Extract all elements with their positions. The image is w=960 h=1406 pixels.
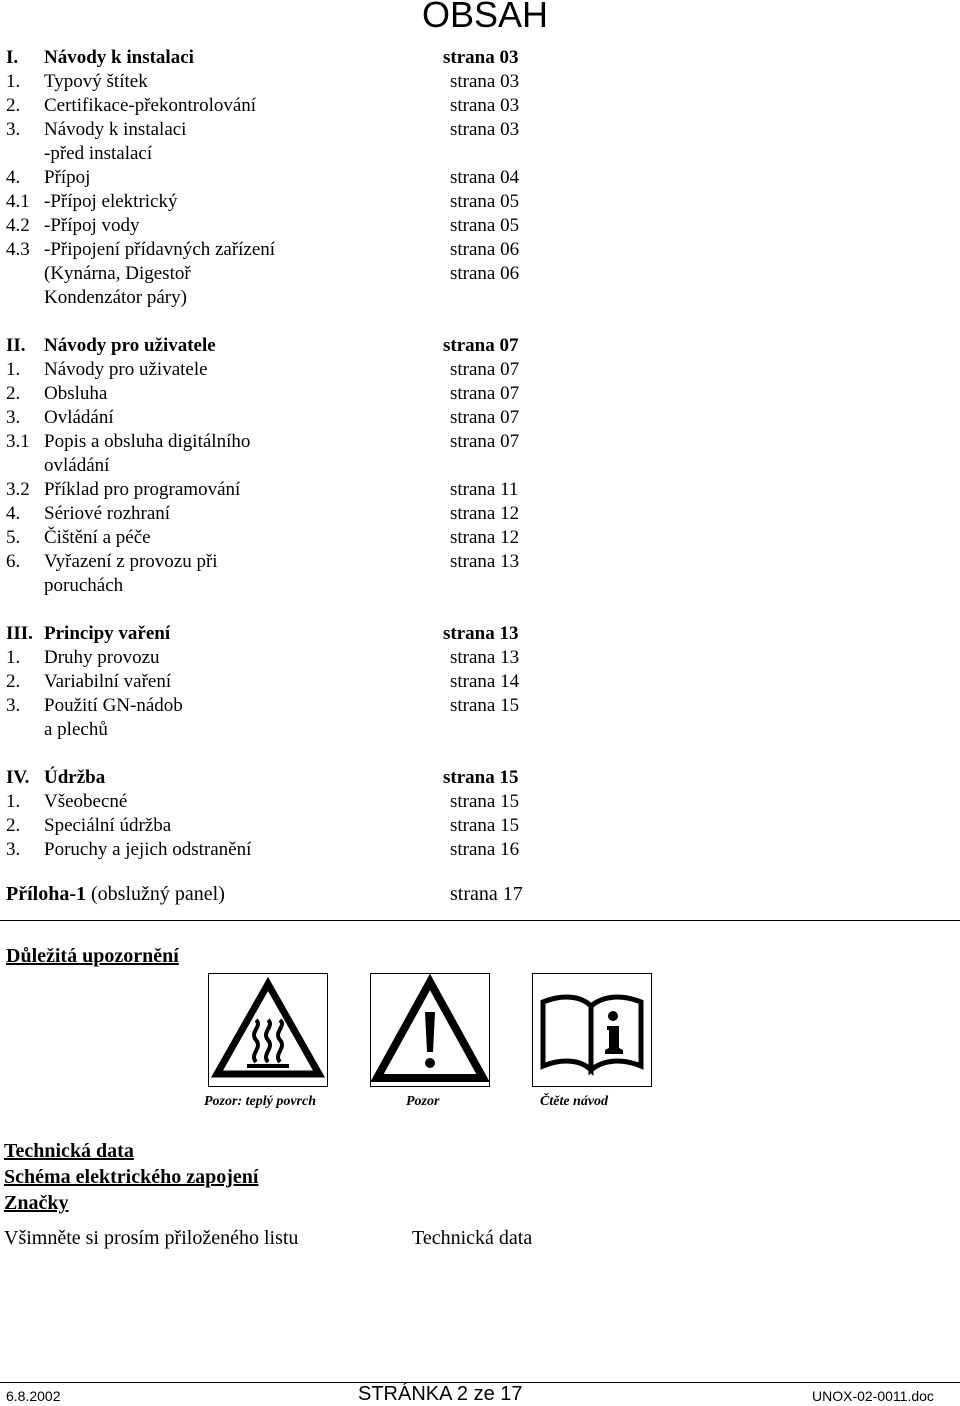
toc-label: -Přípoj elektrický [44,191,178,212]
toc-number: 2. [6,95,21,116]
toc-number: 2. [6,815,21,836]
warning-caption: Pozor [406,1094,440,1109]
toc-label: (Kynárna, Digestoř [44,263,191,284]
toc-entry[interactable] [6,262,566,286]
toc-label: Druhy provozu [44,647,160,668]
toc-number: 4.3 [6,239,30,260]
toc-number: 1. [6,359,21,380]
toc-entry[interactable] [6,190,566,214]
toc-label: Sériové rozhraní [44,503,171,524]
toc-label: Přípoj [44,167,91,188]
toc-label: -Připojení přídavných zařízení [44,239,276,260]
toc-entry[interactable] [6,358,566,382]
toc-entry[interactable] [6,694,566,718]
toc-page: strana 06 [450,239,520,260]
toc-label: Kondenzátor páry) [44,287,187,308]
toc-number: 3. [6,839,21,860]
toc-entry[interactable] [6,478,566,502]
toc-entry[interactable] [6,94,566,118]
toc-label: Popis a obsluha digitálního [44,431,251,452]
hot-surface-icon [208,973,328,1087]
toc-label: Obsluha [44,383,108,404]
hot-surface-caption: Pozor: teplý povrch [204,1094,316,1109]
toc-section-heading[interactable] [6,766,566,790]
appendix-desc: (obslužný panel) [86,883,225,905]
toc-number: 4. [6,503,21,524]
toc-entry[interactable] [6,118,566,142]
toc-number: 3.2 [6,479,30,500]
toc-label: Ovládání [44,407,114,428]
toc-number: 5. [6,527,21,548]
toc-number: 4.1 [6,191,30,212]
read-manual-caption: Čtěte návod [540,1094,609,1109]
toc-number: III. [6,623,33,644]
toc-page: strana 12 [450,503,520,524]
toc-page: strana 07 [450,383,520,404]
toc-page: strana 07 [450,431,520,452]
toc-entry[interactable] [6,502,566,526]
toc-entry[interactable] [6,166,566,190]
toc-page: strana 15 [443,767,519,788]
divider [0,920,960,921]
appendix-label: Příloha-1 [6,883,86,905]
toc-entry[interactable] [6,814,566,838]
toc-label: -Přípoj vody [44,215,140,236]
toc-entry[interactable] [6,70,566,94]
toc-entry[interactable] [6,550,566,574]
toc-number: 2. [6,383,21,404]
toc-section-heading[interactable] [6,334,566,358]
toc-page: strana 13 [443,623,519,644]
toc-label: Typový štítek [44,71,148,92]
toc-section [6,766,566,862]
toc-entry[interactable] [6,142,566,166]
footer-date: 6.8.2002 [6,1388,61,1404]
toc-label: Všeobecné [44,791,128,812]
toc-page: strana 05 [450,191,520,212]
toc-number: 3. [6,119,21,140]
toc-page: strana 13 [450,551,520,572]
toc-page: strana 03 [450,71,520,92]
toc-label: Certifikace-překontrolování [44,95,257,116]
toc-label: Variabilní vaření [44,671,172,692]
footer-page-number: STRÁNKA 2 ze 17 [358,1383,523,1405]
toc-number: 3. [6,407,21,428]
toc-page: strana 07 [450,407,520,428]
reference-links [4,1138,258,1216]
read-manual-icon [532,973,652,1087]
toc-entry[interactable] [6,574,566,598]
warning-icon [370,973,490,1087]
toc-number: 6. [6,551,21,572]
toc-page: strana 11 [450,479,519,500]
toc-page: strana 04 [450,167,520,188]
page-title: OBSAH [422,0,549,35]
toc-page: strana 03 [450,95,520,116]
toc-number: 1. [6,71,21,92]
toc-entry[interactable] [6,286,566,310]
toc-number: IV. [6,767,30,788]
footer-document-id: UNOX-02-0011.doc [812,1388,934,1404]
toc-number: I. [6,47,19,68]
toc-entry[interactable] [6,838,566,862]
toc-label: -před instalací [44,143,153,164]
toc-entry[interactable] [6,238,566,262]
toc-page: strana 15 [450,791,520,812]
toc-number: 2. [6,671,21,692]
toc-entry[interactable] [6,382,566,406]
toc-label: poruchách [44,575,124,596]
toc-number: 3.1 [6,431,30,452]
attached-sheet-note: Všimněte si prosím přiloženého listu [4,1227,299,1249]
wiring-diagram-link[interactable]: Schéma elektrického zapojení [4,1166,259,1188]
toc-number: 4.2 [6,215,30,236]
toc-entry[interactable] [6,670,566,694]
toc-entry[interactable] [6,214,566,238]
toc-page: strana 03 [450,119,520,140]
toc-label: Údržba [44,767,106,788]
toc-label: Speciální údržba [44,815,172,836]
toc-page: strana 13 [450,647,520,668]
technical-data-link[interactable]: Technická data [4,1140,134,1162]
toc-page: strana 05 [450,215,520,236]
toc-label: Principy vaření [44,623,171,644]
appendix-page: strana 17 [450,883,523,905]
toc-page: strana 07 [450,359,520,380]
important-notices-heading: Důležitá upozornění [6,945,179,967]
toc-label: Návody pro uživatele [44,335,216,356]
toc-page: strana 03 [443,47,519,68]
toc-label: Příklad pro programování [44,479,241,500]
toc-section [6,334,566,598]
symbols-link[interactable]: Značky [4,1192,69,1214]
appendix-row [6,881,566,907]
toc-entry[interactable] [6,718,566,742]
toc-entry[interactable] [6,526,566,550]
toc-entry[interactable] [6,454,566,478]
toc-label: Návody k instalaci [44,119,187,140]
toc-entry[interactable] [6,406,566,430]
toc-page: strana 16 [450,839,520,860]
toc-entry[interactable] [6,430,566,454]
toc-page: strana 14 [450,671,520,692]
toc-label: Návody k instalaci [44,47,194,68]
toc-section-heading[interactable] [6,46,566,70]
toc-number: 1. [6,647,21,668]
toc-page: strana 06 [450,263,520,284]
toc-number: 3. [6,695,21,716]
toc-label: Vyřazení z provozu při [44,551,218,572]
toc-number: 1. [6,791,21,812]
toc-label: Použití GN-nádob [44,695,183,716]
toc-entry[interactable] [6,646,566,670]
toc-section [6,622,566,742]
warning-icons [198,973,848,1115]
toc-page: strana 15 [450,695,520,716]
toc-section [6,46,566,310]
toc-label: Návody pro uživatele [44,359,208,380]
table-of-contents [6,46,566,886]
toc-entry[interactable] [6,790,566,814]
toc-number: 4. [6,167,21,188]
toc-section-heading[interactable] [6,622,566,646]
toc-page: strana 12 [450,527,520,548]
toc-label: Poruchy a jejich odstranění [44,839,252,860]
attached-sheet-ref: Technická data [412,1227,533,1249]
toc-page: strana 07 [443,335,519,356]
toc-label: ovládání [44,455,110,476]
toc-label: a plechů [44,719,108,740]
toc-page: strana 15 [450,815,520,836]
toc-label: Čištění a péče [44,527,151,548]
toc-number: II. [6,335,26,356]
